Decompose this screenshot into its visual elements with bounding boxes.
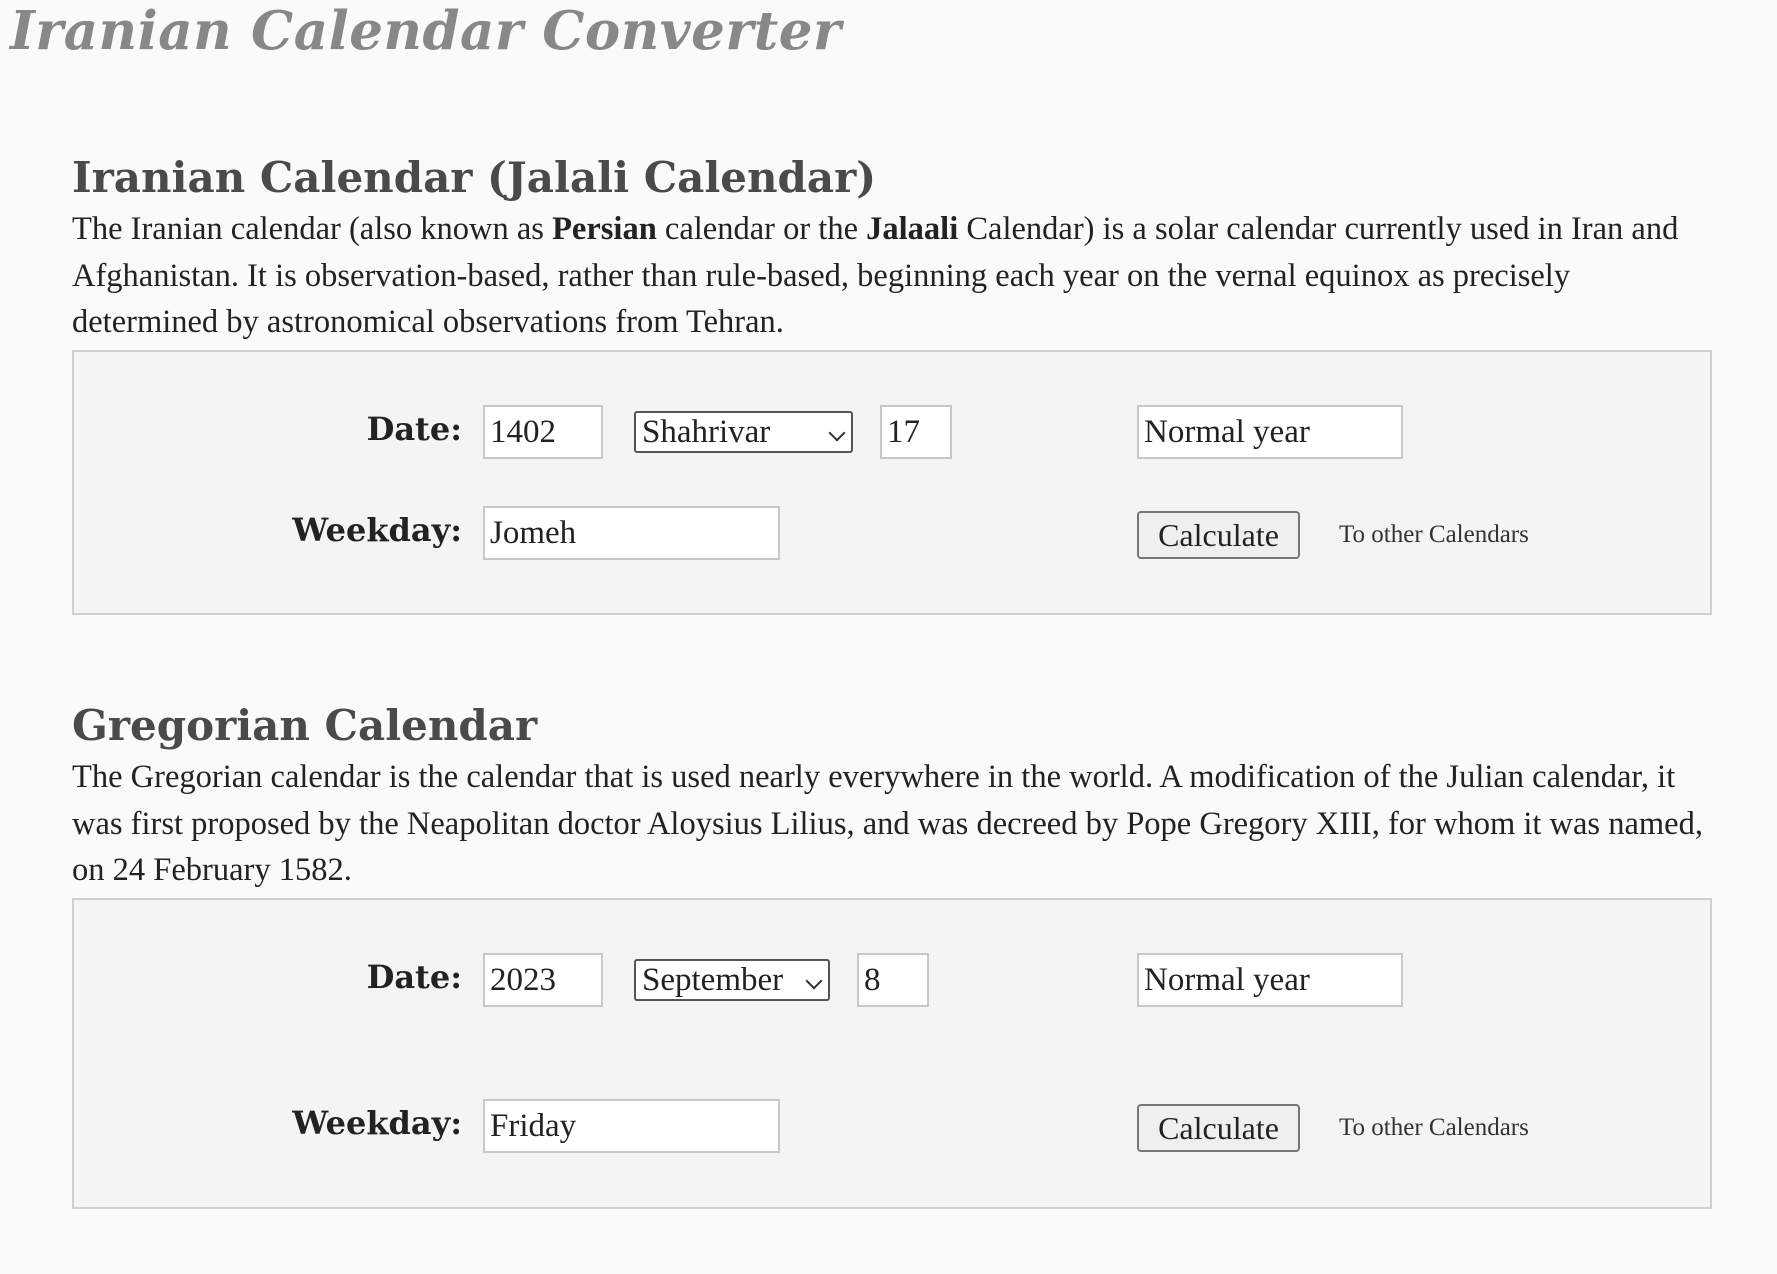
gregorian-description: The Gregorian calendar is the calendar that is used nearly everywhere in the world. A modification of the Julian calendar, it was first proposed by the Neapolitan doctor Aloysius Lilius, and was decreed by Pope Gregory XIII, for whom it was named, on 24 February 1582. [72,759,1703,888]
iranian-calculate-button[interactable]: Calculate [1137,511,1300,559]
iranian-year-input[interactable]: 1402 [483,405,603,459]
gregorian-date-label: Date: [366,957,462,996]
gregorian-heading: Gregorian Calendar [72,701,538,750]
gregorian-year-input[interactable]: 2023 [483,953,603,1007]
page-title: Iranian Calendar Converter [10,0,842,62]
gregorian-weekday-field: Friday [483,1099,780,1153]
iranian-other-calendars-link[interactable]: To other Calendars [1339,520,1529,548]
iranian-day-input[interactable]: 17 [880,405,952,459]
gregorian-other-calendars-link[interactable]: To other Calendars [1339,1113,1529,1141]
chevron-down-icon [829,424,846,441]
chevron-down-icon [806,972,823,989]
iranian-section [72,150,1712,615]
iranian-weekday-label: Weekday: [292,510,462,549]
iranian-month-select[interactable]: Shahrivar [634,411,853,453]
gregorian-weekday-label: Weekday: [292,1103,462,1142]
gregorian-year-type-field: Normal year [1137,953,1403,1007]
iranian-year-type-field: Normal year [1137,405,1403,459]
gregorian-calculate-button[interactable]: Calculate [1137,1104,1300,1152]
gregorian-converter-panel [72,898,1712,1209]
iranian-converter-panel [72,350,1712,615]
iranian-heading: Iranian Calendar (Jalali Calendar) [72,153,877,202]
gregorian-month-select[interactable]: September [634,959,830,1001]
gregorian-section [72,698,1712,1209]
iranian-description: The Iranian calendar (also known as Persian calendar or the Jalaali Calendar) is a solar calendar currently used in Iran and Afghanistan. It is observation-based, rather than rule-based, beginning each year on the vernal equinox as precisely determined by astronomical observations from Tehran. [72,211,1679,340]
iranian-weekday-field: Jomeh [483,506,780,560]
gregorian-day-input[interactable]: 8 [857,953,929,1007]
iranian-date-label: Date: [366,409,462,448]
